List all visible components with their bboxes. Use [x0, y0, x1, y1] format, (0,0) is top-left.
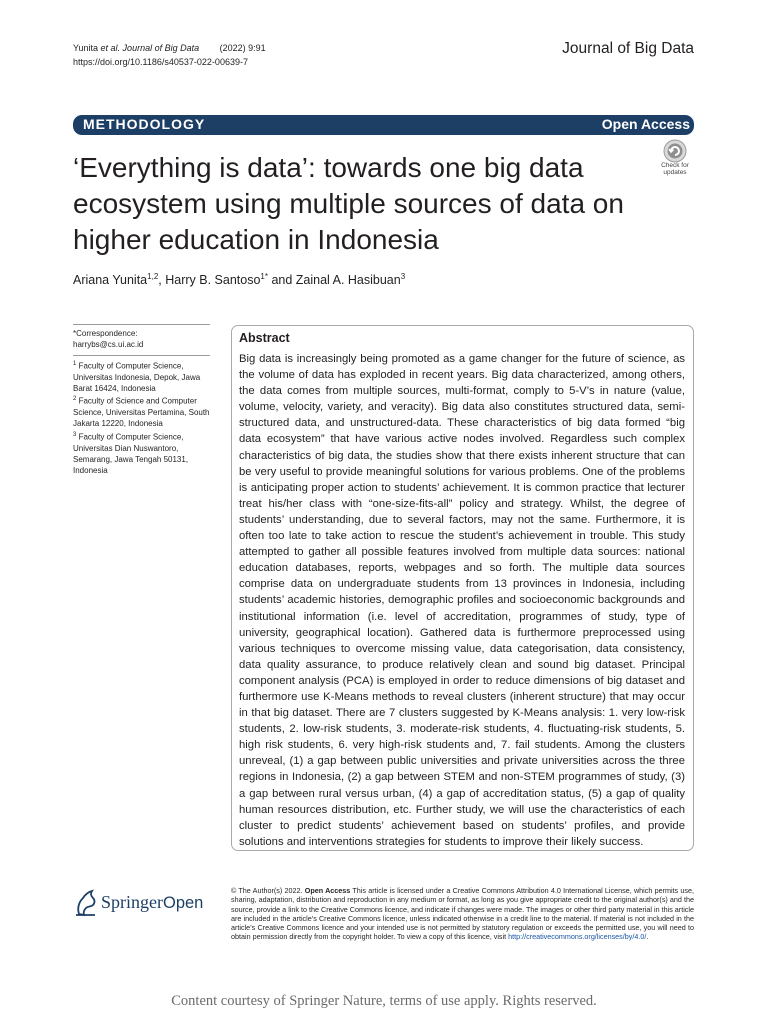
divider — [73, 324, 210, 325]
article-title: ‘Everything is data’: towards one big data ecosystem using multiple sources of data on higher education in Indonesia — [73, 152, 624, 255]
author-2-affiliation: 1* — [260, 272, 268, 281]
license-notice: © The Author(s) 2022. Open Access This article is licensed under a Creative Commons Attribution 4.0 International License, which permits use, sharing, adaptation, distribution and reproduction in any medium or format, as long as you give appropriate credit to the original author(s) and the source, provide a link to the Creative Commons licence, and indicate if changes were made. The images or other third party material in this article are included in the article’s Creative Commons licence, unless indicated otherwise in a credit line to the material. If material is not included in the article’s Creative Commons licence and your intended use is not permitted by statutory regulation or exceeds the permitted use, you will need to obtain permission directly from the copyright holder. To view a copy of this licence, visit http://creativecommons.org/licenses/by/4.0/. — [231, 886, 694, 942]
journal-name: Journal of Big Data — [562, 40, 694, 57]
author-3[interactable]: Zainal A. Hasibuan — [295, 273, 401, 288]
doi-link[interactable]: https://doi.org/10.1186/s40537-022-00639-7 — [73, 57, 248, 67]
author-3-affiliation: 3 — [400, 272, 406, 281]
affiliation-3: $^3$ Faculty of Computer Science, Universitas Dian Nuswantoro, Semarang, Jawa Tengah 50131, Indonesia — [73, 431, 189, 476]
affiliation-sidebar — [73, 324, 210, 477]
author-list: Ariana Yunita$^{1,2}$, Harry B. Santoso$^{1*}$ and Zainal A. Hasibuan$^3$ — [73, 272, 406, 288]
abstract-text: Big data is increasingly being promoted as a game changer for the future of science, as the volume of data has exploded in recent years. Big data characterized, among others, the data comes from multiple sources, multi-format, comply to 5-V’s in nature (value, volume, velocity, variety, and veracity). Big data also constitutes structured data, semi-structured data, and unstructured-data. These characteristics of big data formed “big data ecosystem” that have various active nodes involved. Regardless such complex characteristics of big data, the studies show that there exists inherent structure that can be very useful to provide meaningful solutions for various problems. One of the problems is anticipating proper action to students’ achievement. It is common practice that lecturer treat his/her class with “one-size-fits-all” policy and strategy. Whilst, the degree of students’ understanding, due to several factors, may not the same. Furthermore, it is often too late to take action to rescue the student’s achievement in trouble. This study attempted to gather all possible features involved from multiple data sources: national education databases, reports, webpages and so forth. The multiple data sources comprise data on undergraduate students from 13 provinces in Indonesia, including students’ academic histories, demographic profiles and socioeconomic backgrounds and institutional information (i.e. level of accreditation, programmes of study, type of university, geographical location). Gathered data is furthermore preprocessed using various techniques to overcome missing value, data categorisation, data consistency, data quality assurance, to produce relatively clean and sound big dataset. Principal component analysis (PCA) is employed in order to reduce dimensions of big dataset and furthermore use K-Means methods to reveal clusters (inherent structure) that may occur in that big dataset. There are 7 clusters suggested by K-Means analysis: 1. very low-risk students, 2. low-risk students, 3. moderate-risk students, 4. fluctuating-risk students, 5. high risk students, 6. very high-risk students and, 7. fail students. Among the clusters unreveal, (1) a gap between public universities and private universities across the three regions in Indonesia, (2) a gap between STEM and non-STEM programmes of study, (3) a gap between rural versus urban, (4) a gap of accreditation status, (5) a gap of quality human resources distribution, etc. Further study, we will use the characteristics of each cluster to predict students’ achievement based on students’ profiles, and provide solutions and interventions strategies for students to improve their likely success. — [239, 353, 685, 848]
author-1[interactable]: Ariana Yunita — [73, 273, 148, 288]
article-category: METHODOLOGY — [83, 116, 206, 132]
citation-line — [73, 41, 266, 55]
divider — [73, 355, 210, 356]
abstract-box — [231, 325, 694, 851]
check-updates-icon — [655, 139, 695, 163]
springer-horse-icon — [73, 888, 99, 918]
courtesy-notice: Content courtesy of Springer Nature, terms of use apply. Rights reserved. — [171, 993, 597, 1009]
article-type-banner — [73, 115, 694, 135]
author-1-affiliation: 1,2 — [147, 272, 159, 281]
affiliation-1: $^1$ Faculty of Computer Science, Universitas Indonesia, Depok, Jawa Barat 16424, Indonesia — [73, 360, 201, 393]
publisher-brand: SpringerOpen — [101, 892, 204, 912]
springer-open-logo — [73, 888, 218, 918]
citation-header — [73, 41, 266, 69]
license-link[interactable]: http://creativecommons.org/licenses/by/4.0/ — [508, 932, 647, 942]
author-2[interactable]: Harry B. Santoso — [165, 273, 261, 288]
correspondence — [73, 328, 210, 351]
citation-year: (2022) 9:91 — [219, 43, 266, 53]
citation-author: Yunita — [73, 43, 99, 53]
abstract-heading: Abstract — [239, 331, 290, 345]
open-access-label: Open Access — [601, 116, 690, 132]
check-updates-label: Check for updates — [661, 162, 689, 176]
correspondence-label: *Correspondence: — [73, 329, 138, 338]
correspondence-email[interactable]: harrybs@cs.ui.ac.id — [73, 340, 144, 350]
affiliation-2: $^2$ Faculty of Science and Computer Science, Universitas Pertamina, South Jakarta 12220, Indonesia — [73, 396, 210, 429]
check-for-updates-button[interactable] — [655, 139, 695, 179]
citation-journal: et al. Journal of Big Data — [100, 43, 200, 53]
